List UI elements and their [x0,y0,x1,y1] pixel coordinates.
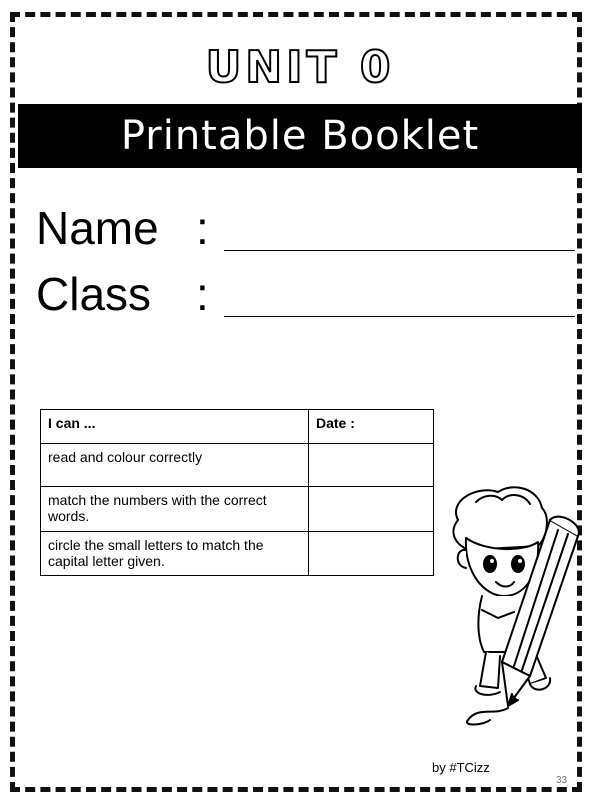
skill-column-header: I can ... [41,410,309,444]
date-cell[interactable] [309,444,434,487]
date-cell[interactable] [309,532,434,576]
skill-cell: read and colour correctly [41,444,309,487]
skill-cell: match the numbers with the correct words. [41,487,309,532]
unit-title: UNIT 0 [205,42,395,93]
skills-checklist-table [40,409,434,576]
table-row [41,532,434,576]
class-writing-line[interactable] [224,316,575,317]
date-cell[interactable] [309,487,434,532]
banner-title: Printable Booklet [120,113,480,159]
table-row [41,444,434,487]
boy-with-pencil-icon [438,480,588,730]
class-colon: : [196,268,209,320]
class-field [36,266,581,326]
skill-cell: circle the small letters to match the capital letter given. [41,532,309,576]
name-colon: : [196,202,209,254]
name-field [36,200,581,260]
table-header-row [41,410,434,444]
date-column-header: Date : [309,410,434,444]
class-label: Class [36,268,152,320]
page-number: 33 [556,775,568,786]
table-row [41,487,434,532]
author-credit: by #TCizz [432,760,490,775]
title-banner [18,104,582,168]
name-writing-line[interactable] [224,250,575,251]
name-label: Name [36,202,159,254]
